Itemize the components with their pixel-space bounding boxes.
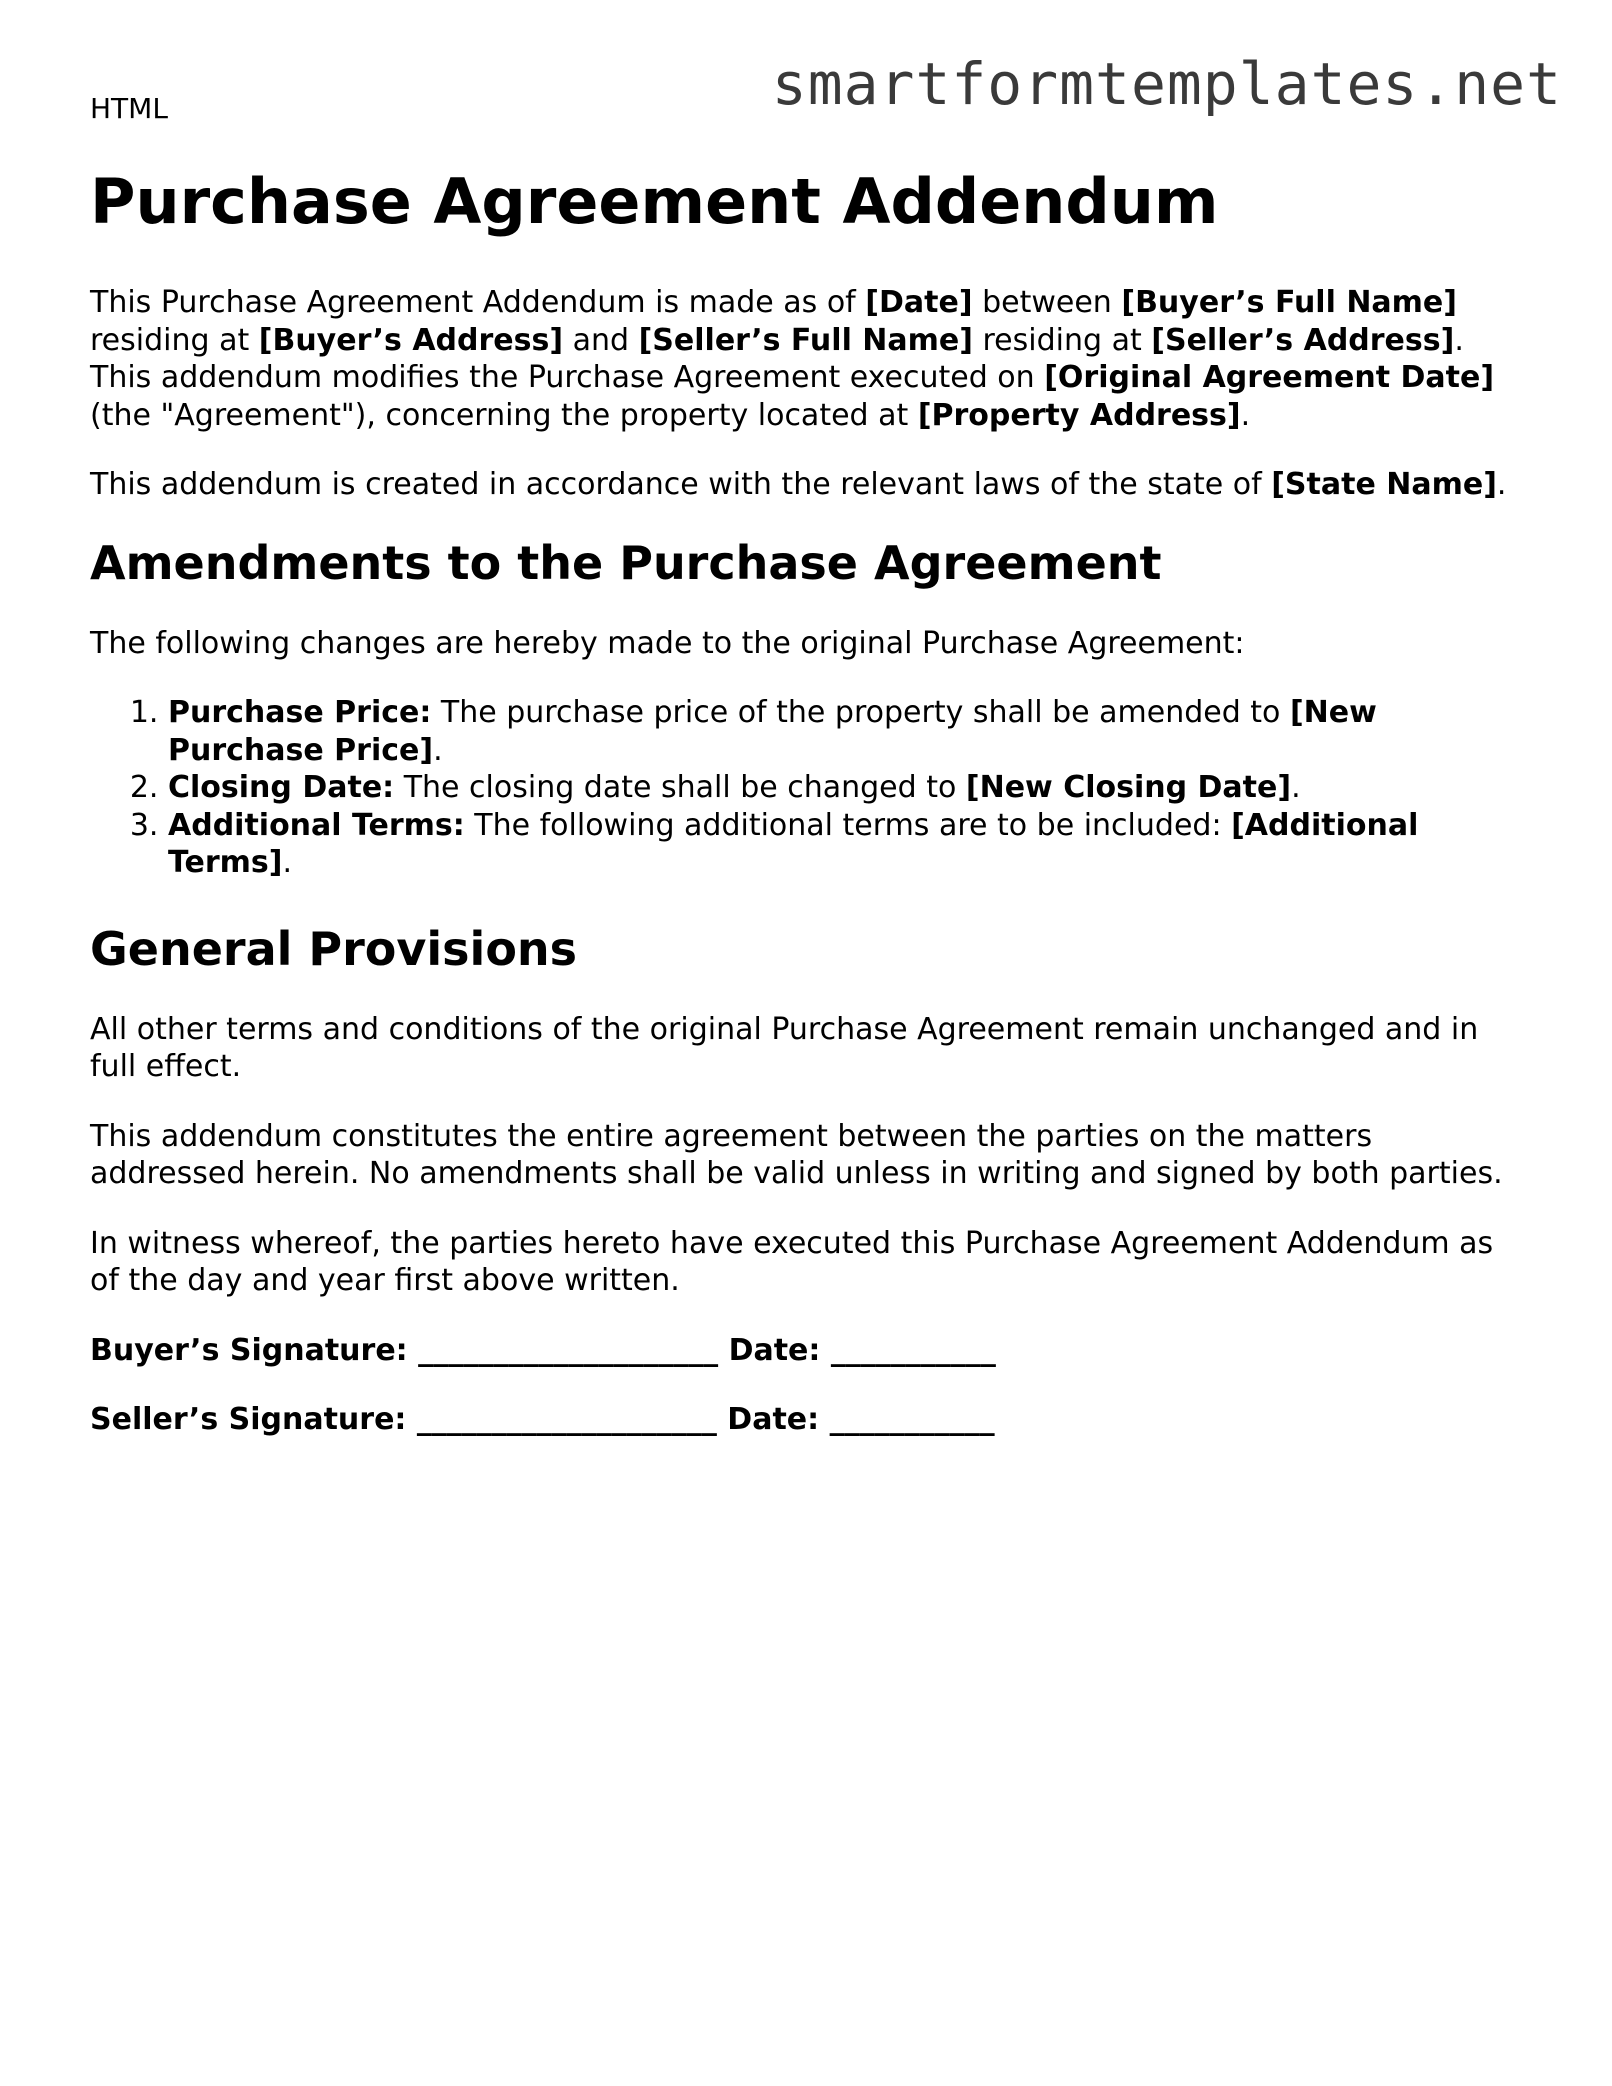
intro-paragraph: This Purchase Agreement Addendum is made as of [Date] between [Buyer’s Full Name] residing at [Buyer’s Address] and [Seller’s Full Name] residing at [Seller’s Address]. This addendum modifies the Purchase Agreement executed on [Original Agreement Date] (the "Agreement"), concerning the property located at [Property Address]. [90, 285, 1495, 433]
law-paragraph: This addendum is created in accordance with the relevant laws of the state of [State Name]. [90, 467, 1507, 502]
site-watermark: smartformtemplates.net [771, 50, 1562, 118]
list-item: 3. Additional Terms: The following additional terms are to be included: [Additional Terms]. [168, 807, 1530, 882]
seller-signature-line: Seller’s Signature: ____________________ Date: ___________ [90, 1402, 995, 1438]
seller-address-field: [Seller’s Address] [1151, 322, 1455, 358]
buyer-signature-line: Buyer’s Signature: ____________________ Date: ___________ [90, 1332, 996, 1368]
list-item: 1. Purchase Price: The purchase price of the property shall be amended to [New Purchase Price]. [168, 694, 1530, 769]
general-paragraph-1: All other terms and conditions of the original Purchase Agreement remain unchanged and in full effect. [90, 1011, 1479, 1085]
buyer-name-field: [Buyer’s Full Name] [1121, 285, 1457, 320]
amendments-lead: The following changes are hereby made to the original Purchase Agreement: [90, 625, 1245, 661]
list-item: 2. Closing Date: The closing date shall be changed to [New Closing Date]. [168, 769, 1530, 807]
general-paragraph-2: This addendum constitutes the entire agreement between the parties on the matters addressed herein. No amendments shall be valid unless in writing and signed by both parties. [90, 1118, 1503, 1192]
seller-name-field: [Seller’s Full Name] [638, 322, 973, 358]
buyer-address-field: [Buyer’s Address] [258, 322, 564, 358]
original-date-field: [Original Agreement Date] [1044, 360, 1495, 395]
amendments-list [90, 694, 1530, 882]
document-body [90, 284, 1530, 1471]
amendments-heading: Amendments to the Purchase Agreement [90, 535, 1162, 590]
format-label: HTML [90, 92, 168, 125]
property-address-field: [Property Address] [917, 397, 1241, 433]
state-field: [State Name] [1271, 467, 1497, 502]
date-field: [Date] [865, 285, 973, 320]
document-title: Purchase Agreement Addendum [90, 165, 1219, 238]
general-provisions-heading: General Provisions [90, 921, 578, 976]
general-paragraph-3: In witness whereof, the parties hereto have executed this Purchase Agreement Addendum as of the day and year first above written. [90, 1225, 1494, 1299]
